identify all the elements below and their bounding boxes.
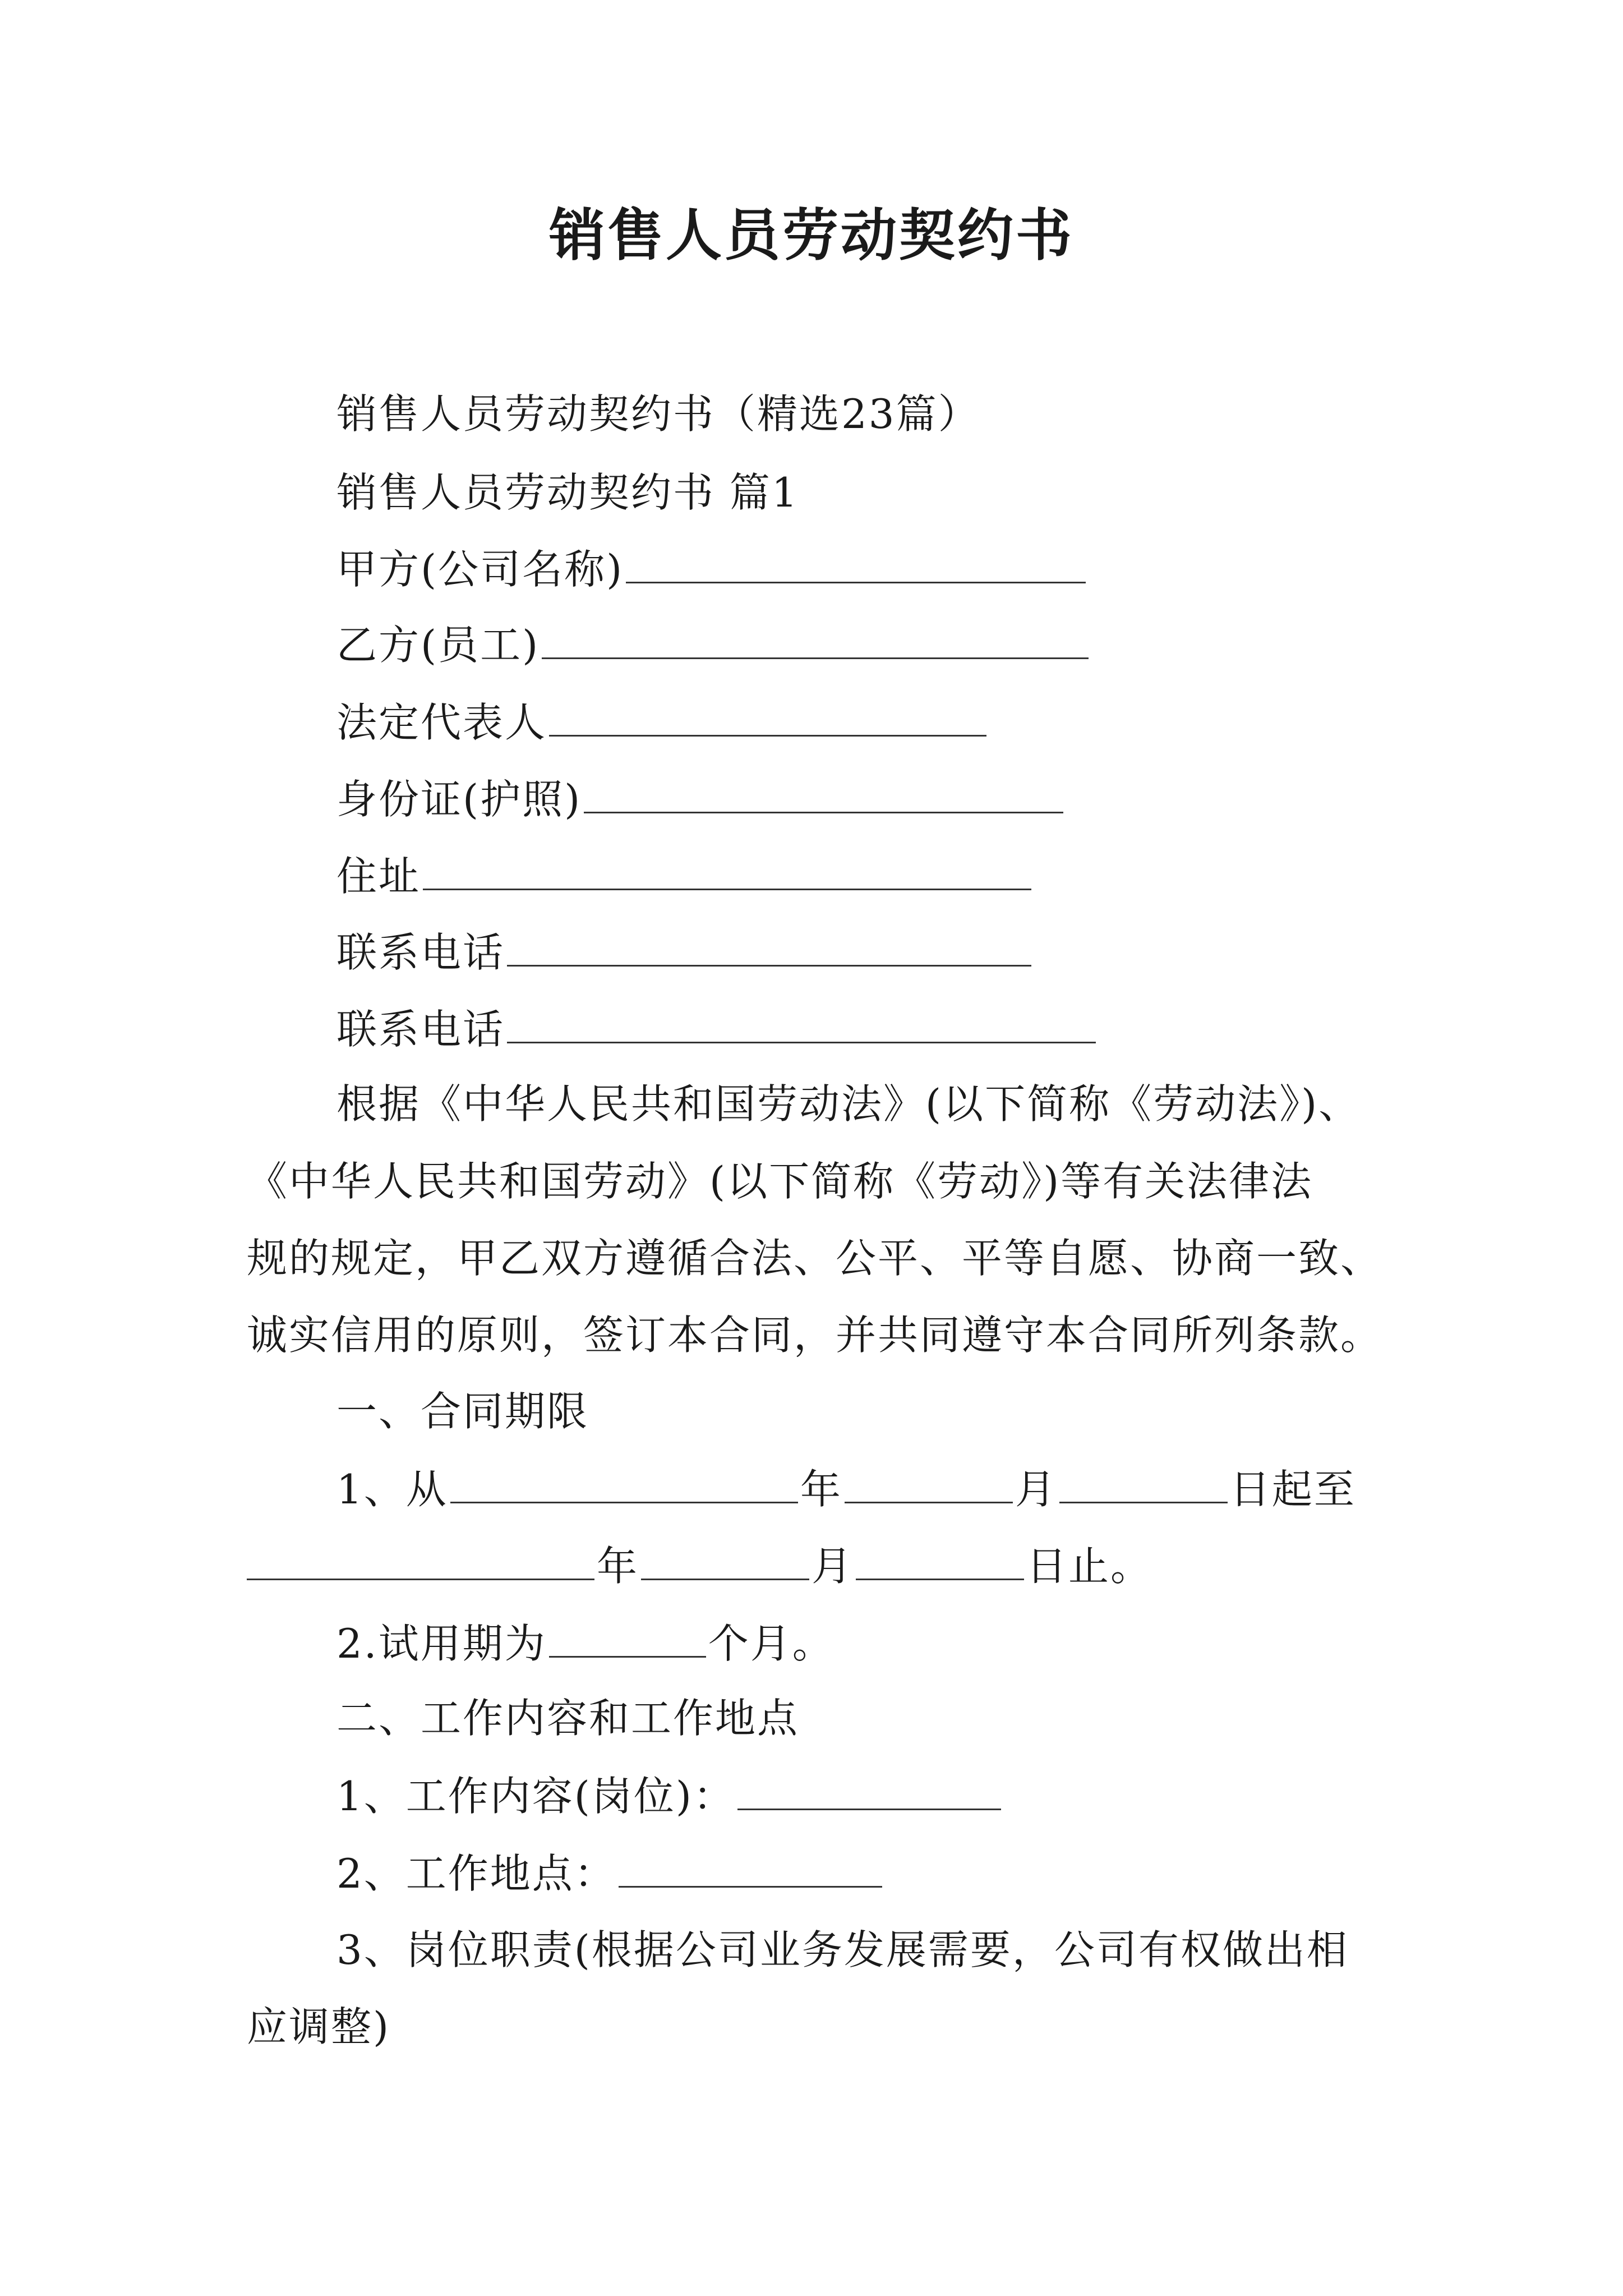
responsibilities-line-2: 应调整) — [247, 2003, 391, 2050]
section1-heading: 一、合同期限 — [336, 1388, 589, 1435]
end-month-blank — [641, 1538, 809, 1580]
contract-term-line-2 — [247, 1538, 1152, 1593]
probation-blank — [549, 1616, 706, 1658]
address-blank — [423, 848, 1031, 890]
start-day-blank — [1059, 1461, 1228, 1503]
job-content-label: 1、工作内容(岗位)： — [336, 1773, 735, 1820]
section-heading: 销售人员劳动契约书 篇1 — [336, 469, 799, 516]
work-location-blank — [619, 1846, 882, 1888]
phone-1-field — [336, 924, 1034, 979]
end-day-label: 日止。 — [1026, 1543, 1153, 1590]
start-year-blank — [450, 1461, 798, 1503]
preamble-line-3: 规的规定，甲乙双方遵循合法、公平、平等自愿、协商一致、 — [247, 1235, 1383, 1282]
end-month-label: 月 — [811, 1543, 854, 1590]
phone-2-blank — [507, 1001, 1096, 1043]
contract-term-line-1 — [336, 1461, 1356, 1516]
phone-1-blank — [507, 924, 1031, 967]
party-b-label: 乙方(员工) — [336, 622, 540, 669]
job-content-blank — [737, 1768, 1001, 1810]
probation-prefix: 2.试用期为 — [336, 1620, 547, 1667]
address-field — [336, 848, 1034, 903]
preamble-line-1: 根据《中华人民共和国劳动法》(以下简称《劳动法》)、 — [336, 1080, 1361, 1128]
document-title: 销售人员劳动契约书 — [549, 203, 1074, 268]
end-year-label: 年 — [597, 1543, 639, 1590]
party-a-label: 甲方(公司名称) — [336, 546, 624, 593]
id-card-blank — [584, 771, 1063, 813]
end-year-blank — [247, 1538, 594, 1580]
id-card-label: 身份证(护照) — [336, 776, 582, 823]
probation-line — [336, 1616, 834, 1671]
address-label: 住址 — [336, 853, 421, 900]
probation-suffix: 个月。 — [708, 1620, 834, 1667]
section2-heading: 二、工作内容和工作地点 — [336, 1695, 800, 1742]
document-subtitle: 销售人员劳动契约书（精选23篇） — [336, 390, 980, 438]
preamble-line-4: 诚实信用的原则，签订本合同，并共同遵守本合同所列条款。 — [247, 1312, 1383, 1359]
party-a-blank — [626, 541, 1086, 583]
id-card-field — [336, 771, 1066, 826]
job-content-line — [336, 1768, 1003, 1823]
legal-rep-label: 法定代表人 — [336, 699, 547, 746]
legal-rep-blank — [549, 694, 986, 737]
start-year-label: 年 — [800, 1466, 842, 1513]
end-day-blank — [856, 1538, 1024, 1580]
phone-1-label: 联系电话 — [336, 929, 505, 976]
preamble-line-2: 《中华人民共和国劳动》(以下简称《劳动》)等有关法律法 — [247, 1158, 1313, 1205]
phone-2-field — [336, 1001, 1098, 1056]
responsibilities-line-1: 3、岗位职责(根据公司业务发展需要，公司有权做出相 — [336, 1926, 1349, 1973]
legal-rep-field — [336, 694, 989, 749]
term-from-label: 1、从 — [336, 1466, 448, 1513]
start-day-label: 日起至 — [1229, 1466, 1356, 1513]
party-b-field — [336, 617, 1091, 672]
start-month-blank — [845, 1461, 1013, 1503]
party-a-field — [336, 541, 1088, 596]
work-location-label: 2、工作地点： — [336, 1850, 616, 1897]
party-b-blank — [542, 617, 1089, 659]
work-location-line — [336, 1846, 884, 1901]
phone-2-label: 联系电话 — [336, 1006, 505, 1053]
start-month-label: 月 — [1015, 1466, 1057, 1513]
